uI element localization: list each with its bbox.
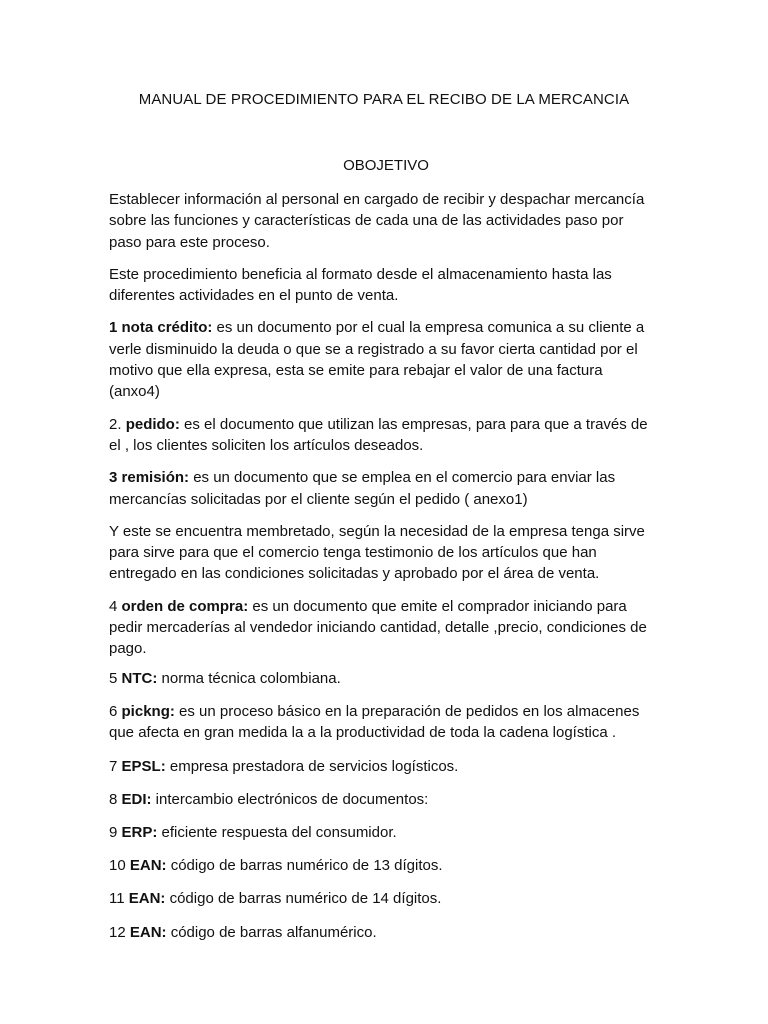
glossary-item-ean-alfanumerico xyxy=(109,923,377,943)
glossary-number: 7 xyxy=(109,758,118,775)
glossary-text: código de barras numérico de 13 dígitos. xyxy=(166,857,443,874)
intro-paragraph: Establecer información al personal en cargado de recibir y despachar mercancía sobre las funciones y características de cada una de las actividades paso por paso para este proceso. xyxy=(109,191,645,251)
definition-pedido xyxy=(109,414,657,457)
glossary-number: 6 xyxy=(109,703,118,720)
glossary-term: ERP: xyxy=(121,824,158,841)
remision-note-paragraph: Y este se encuentra membretado, según la necesidad de la empresa tenga sirve para sirve para que el comercio tenga testimonio de los artículos que han entregado en las condiciones solicitadas y aprobado por el área de venta. xyxy=(109,522,645,583)
definition-text: es un documento que emite el comprador iniciando para pedir mercaderías al vendedor iniciando cantidad, detalle ,precio, condiciones de pago. xyxy=(109,597,647,658)
glossary-text: intercambio electrónicos de documentos: xyxy=(151,791,429,808)
glossary-item-ean-13 xyxy=(109,856,443,876)
glossary-term: EPSL: xyxy=(121,758,166,775)
glossary-number: 5 xyxy=(109,670,118,687)
glossary-item-epsl xyxy=(109,757,458,777)
intro-paragraph: Este procedimiento beneficia al formato desde el almacenamiento hasta las diferentes actividades en el punto de venta. xyxy=(109,265,612,305)
definition-number: 2. xyxy=(109,415,122,433)
definition-term: orden de compra: xyxy=(121,597,249,615)
glossary-term: EDI: xyxy=(121,791,152,808)
glossary-text: eficiente respuesta del consumidor. xyxy=(157,824,397,841)
definition-orden-de-compra xyxy=(109,596,657,660)
definition-term: pedido: xyxy=(125,415,180,433)
definition-number: 4 xyxy=(109,597,118,615)
definition-number: 1 xyxy=(109,319,118,337)
definition-number: 3 xyxy=(109,469,118,487)
glossary-number: 12 xyxy=(109,924,126,941)
definition-remision xyxy=(109,467,657,510)
definition-term: remisión: xyxy=(121,469,190,487)
glossary-term: pickng: xyxy=(121,703,175,720)
definition-text: es el documento que utilizan las empresas, para para que a través de el , los clientes soliciten los artículos deseados. xyxy=(109,415,648,454)
glossary-number: 10 xyxy=(109,857,126,874)
glossary-number: 8 xyxy=(109,791,118,808)
document-body xyxy=(109,189,657,671)
glossary-text: es un proceso básico en la preparación de pedidos en los almacenes xyxy=(174,703,640,720)
section-heading-objective: OBOJETIVO xyxy=(343,157,429,174)
glossary-item-ean-14 xyxy=(109,889,441,909)
glossary-term: EAN: xyxy=(128,890,166,907)
glossary-item-picking-continued: que afecta en gran medida la a la productividad de toda la cadena logística . xyxy=(109,724,617,741)
glossary-number: 9 xyxy=(109,824,118,841)
glossary-item-edi xyxy=(109,790,428,810)
definition-term: nota crédito: xyxy=(121,319,213,337)
glossary-text: norma técnica colombiana. xyxy=(157,670,341,687)
glossary-term: NTC: xyxy=(121,670,158,687)
glossary-text: código de barras numérico de 14 dígitos. xyxy=(165,890,442,907)
definition-text: es un documento que se emplea en el comercio para enviar las mercancías solicitadas por el cliente según el pedido ( anexo1) xyxy=(109,469,616,508)
glossary-text: empresa prestadora de servicios logísticos. xyxy=(165,758,459,775)
glossary-item-picking xyxy=(109,702,639,722)
glossary-item-ntc xyxy=(109,669,341,689)
definition-nota-credito xyxy=(109,317,657,402)
glossary-term: EAN: xyxy=(129,857,167,874)
document-title: MANUAL DE PROCEDIMIENTO PARA EL RECIBO DE LA MERCANCIA xyxy=(138,91,630,108)
glossary-item-erp xyxy=(109,823,397,843)
glossary-text: código de barras alfanumérico. xyxy=(166,924,377,941)
glossary-number: 11 xyxy=(109,890,125,907)
definition-text: es un documento por el cual la empresa comunica a su cliente a verle disminuido la deuda o que se a registrado a su favor cierta cantidad por el motivo que ella expresa, esta se emite para rebajar el valor de una factura (anxo4) xyxy=(109,319,645,401)
glossary-term: EAN: xyxy=(129,924,167,941)
